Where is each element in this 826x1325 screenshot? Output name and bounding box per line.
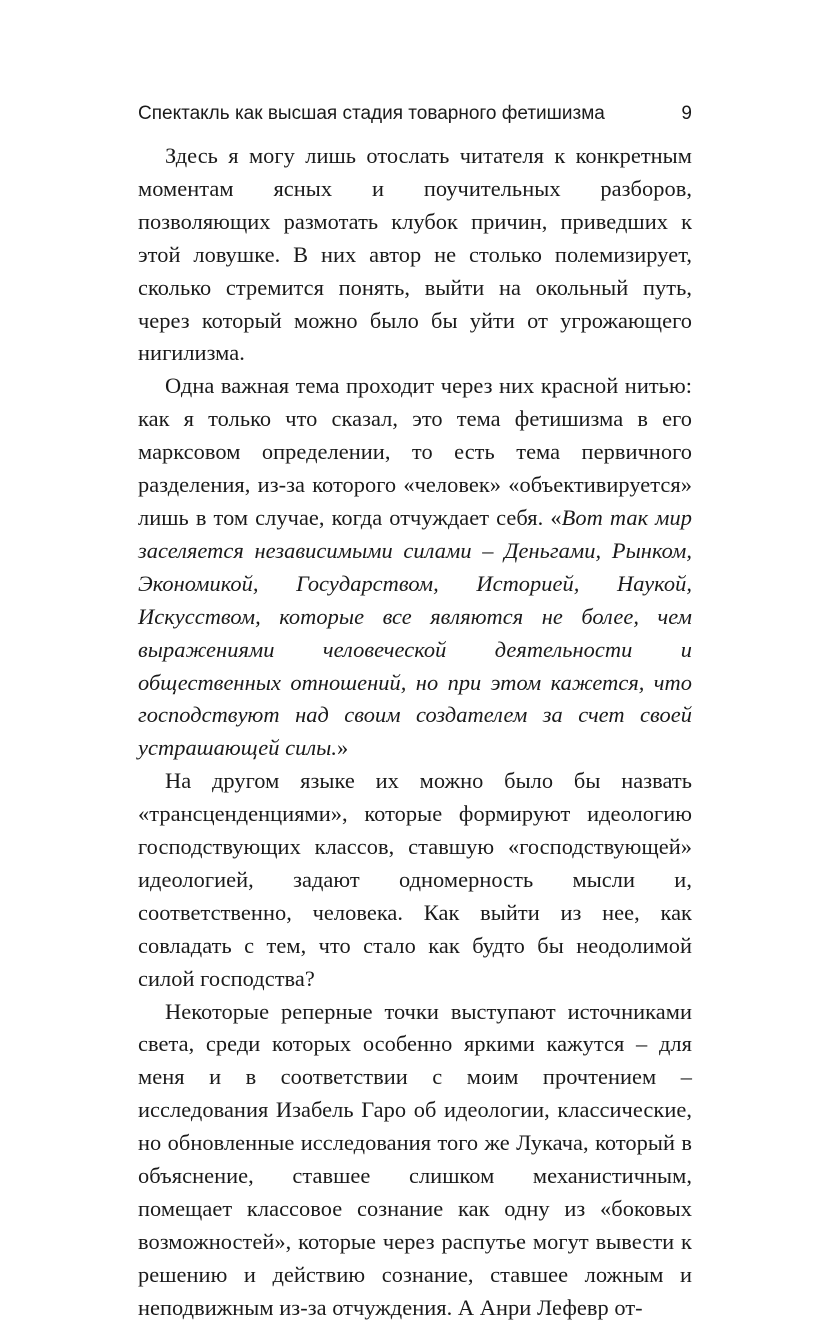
paragraph-text: Одна важная тема проходит через них красной нитью: как я только что сказал, это тема фетишизма в его марксовом определении, то есть тема первичного разделения, из-за которого «человек» «объективируется» лишь в том случае, когда отчуждает себя. « <box>138 373 692 530</box>
italic-quote: Вот так мир заселяется независимыми силами – Деньгами, Рынком, Экономикой, Государством, Историей, Наукой, Искусством, которые все являются не более, чем выражениями человеческой деятельности и общественных отношений, но при этом кажется, что господствуют над своим создателем за счет своей устрашающей силы. <box>138 504 692 761</box>
running-header <box>138 101 692 127</box>
paragraph: На другом языке их можно было бы назвать «трансценденциями», которые формируют идеологию господствующих классов, ставшую «господствующей» идеологией, задают одномерность мысли и, соответственно, человека. Как выйти из нее, как совладать с тем, что стало как будто бы неодолимой силой господства? <box>138 768 692 991</box>
paragraph: Некоторые реперные точки выступают источниками света, среди которых особенно яркими кажутся – для меня и в соответствии с моим прочтением – исследования Изабель Гаро об идеологии, классические, но обновленные исследования того же Лукача, который в объяснение, ставшее слишком механистичным, помещает классовое сознание как одну из «боковых возможностей», которые через распутье могут вывести к решению и действию сознание, ставшее ложным и неподвижным из-за отчуждения. А Анри Лефевр от- <box>138 998 692 1320</box>
running-title: Спектакль как высшая стадия товарного фетишизма <box>138 103 605 124</box>
quote-close: » <box>337 735 349 761</box>
page-number: 9 <box>681 103 692 124</box>
body-text <box>138 140 692 1325</box>
paragraph: Здесь я могу лишь отослать читателя к конкретным моментам ясных и поучительных разборов, позволяющих размотать клубок причин, приведших к этой ловушке. В них автор не столько полемизирует, сколько стремится понять, выйти на окольный путь, через который можно было бы уйти от угрожающего нигилизма. <box>138 143 692 366</box>
paragraph <box>138 370 692 765</box>
